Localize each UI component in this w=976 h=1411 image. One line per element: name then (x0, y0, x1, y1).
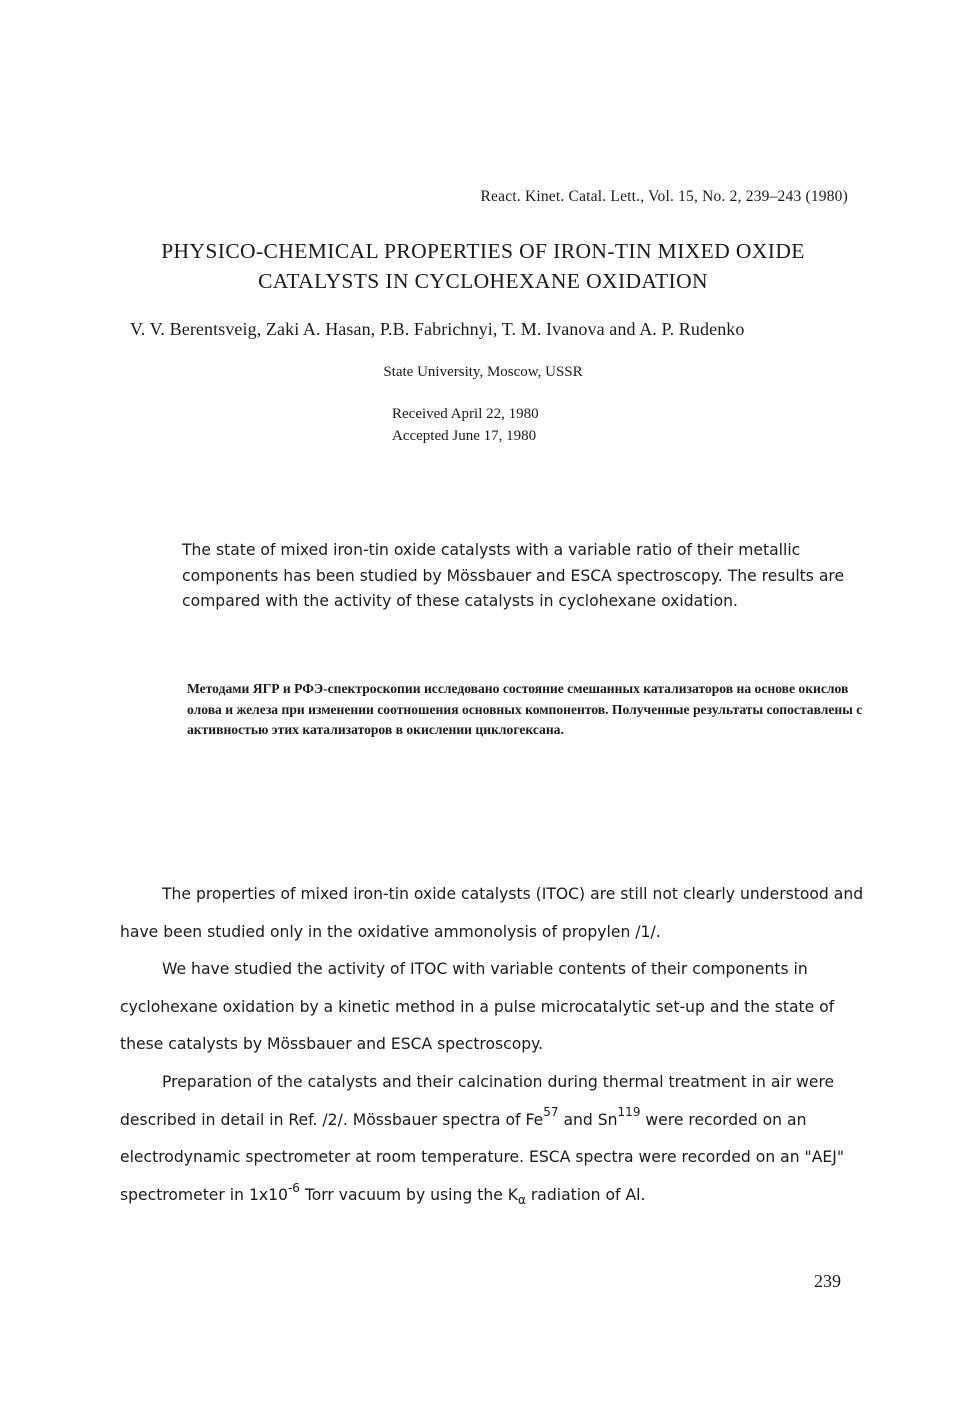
body-paragraph-3 (120, 1064, 868, 1214)
k-alpha-subscript: α (518, 1192, 526, 1207)
paper-title-line-2: CATALYSTS IN CYCLOHEXANE OXIDATION (258, 269, 708, 293)
abstract-english: The state of mixed iron-tin oxide catalysts with a variable ratio of their metallic components has been studied by Mössbauer and ESCA spectroscopy. The results are compared with the activity of these catalysts in cyclohexane oxidation. (182, 541, 845, 610)
body-text-span: Torr vacuum by using the K (299, 1185, 518, 1204)
journal-reference: React. Kinet. Catal. Lett., Vol. 15, No. 2, 239–243 (1980) (480, 188, 848, 205)
body-text-span: were recorded on an electrodynamic spectrometer at room temperature. ESCA spectra were recorded on an "AEJ" spectrometer in 1x10 (120, 1110, 845, 1204)
abstract-russian: Методами ЯГР и РФЭ-спектроскопии исследовано состояние смешанных катализаторов на основе окислов олова и железа при изменении соотношения основных компонентов. Полученные результаты сопоставлены с активностью этих катализаторов в окислении циклогексана. (187, 681, 863, 737)
body-paragraph-1: The properties of mixed iron-tin oxide catalysts (ITOC) are still not clearly understood and have been studied only in the oxidative ammonolysis of propylen /1/. (120, 885, 864, 941)
submission-dates (392, 403, 539, 447)
paper-title (0, 236, 966, 296)
affiliation: State University, Moscow, USSR (383, 364, 583, 380)
fe-isotope-superscript: 57 (543, 1105, 559, 1120)
page-number: 239 (814, 1271, 841, 1291)
body-paragraph-2: We have studied the activity of ITOC with variable contents of their components in cyclohexane oxidation by a kinetic method in a pulse microcatalytic set-up and the state of these catalysts by Mössbauer and ESCA spectroscopy. (120, 960, 835, 1054)
received-date: Received April 22, 1980 (392, 406, 539, 422)
sn-isotope-superscript: 119 (617, 1105, 641, 1120)
exponent-superscript: -6 (287, 1180, 300, 1195)
body-text-span: radiation of Al. (525, 1185, 646, 1204)
body-text-span: Preparation of the catalysts and their calcination during thermal treatment in air were described in detail in Ref. /2/. Mössbauer spectra of Fe (120, 1072, 835, 1129)
accepted-date: Accepted June 17, 1980 (392, 428, 537, 444)
body-text (120, 876, 868, 1214)
body-text-span: and Sn (558, 1110, 618, 1129)
author-list: V. V. Berentsveig, Zaki A. Hasan, P.B. Fabrichnyi, T. M. Ivanova and A. P. Rudenko (130, 319, 745, 339)
paper-title-line-1: PHYSICO-CHEMICAL PROPERTIES OF IRON-TIN MIXED OXIDE (161, 239, 805, 263)
